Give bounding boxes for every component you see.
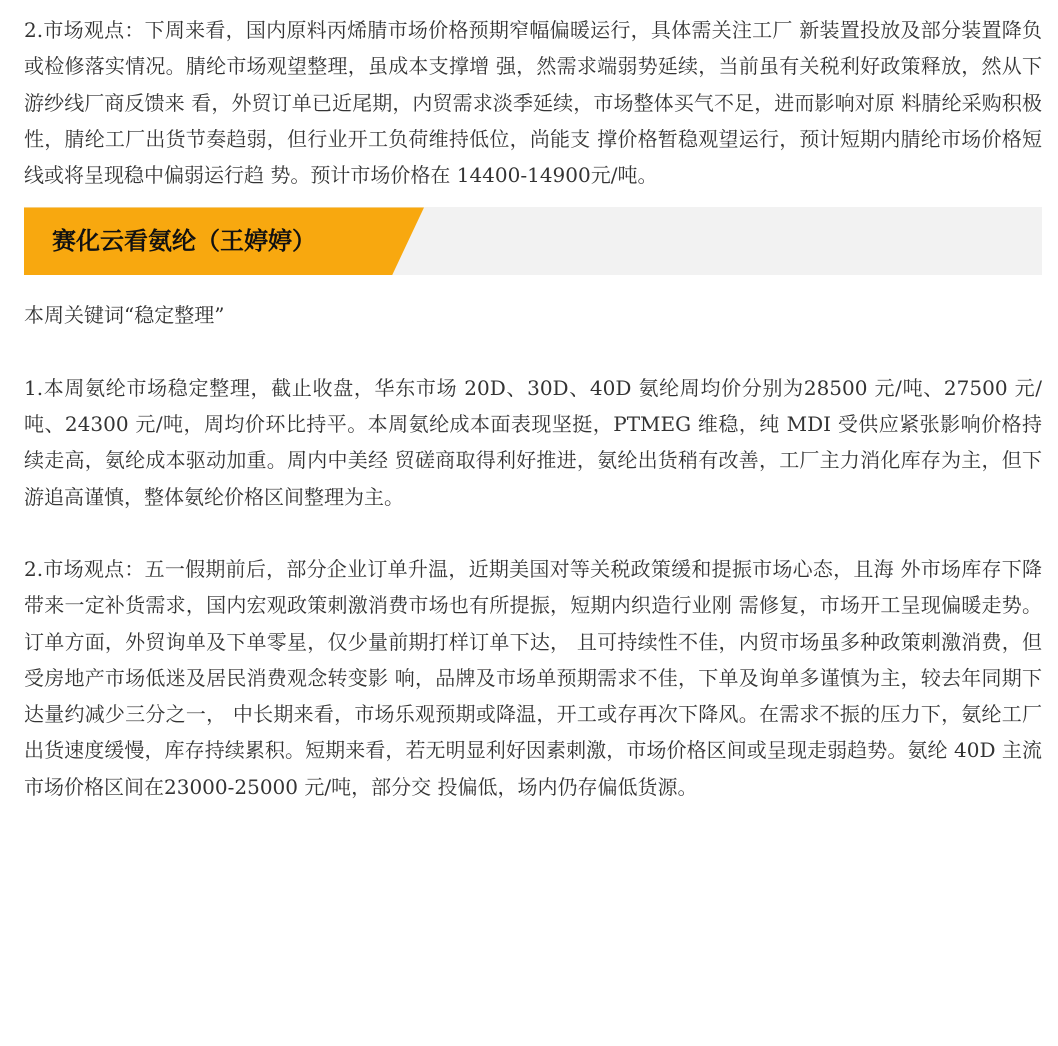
article-body (24, 12, 1042, 805)
section-header (24, 207, 1042, 275)
acrylic-outlook-paragraph: 2.市场观点：下周来看，国内原料丙烯腈市场价格预期窄幅偏暖运行，具体需关注工厂 新装置投放及部分装置降负或检修落实情况。腈纶市场观望整理，虽成本支撑增 强，然需求端弱势延续，当前虽有关税利好政策释放，然从下游纱线厂商反馈来 看，外贸订单已近尾期，内贸需求淡季延续，市场整体买气不足，进而影响对原 料腈纶采购积极性，腈纶工厂出货节奏趋弱，但行业开工负荷维持低位，尚能支 撑价格暂稳观望运行，预计短期内腈纶市场价格短线或将呈现稳中偏弱运行趋 势。预计市场价格在 14400-14900元/吨。 (24, 18, 1042, 188)
section-title: 赛化云看氨纶（王婷婷） (52, 227, 316, 256)
spandex-outlook-paragraph: 2.市场观点：五一假期前后，部分企业订单升温，近期美国对等关税政策缓和提振市场心态，且海 外市场库存下降带来一定补货需求，国内宏观政策刺激消费市场也有所提振，短期内织造行业刚 需修复，市场开工呈现偏暖走势。订单方面，外贸询单及下单零星，仅少量前期打样订单下达， 且可持续性不佳，内贸市场虽多种政策刺激消费，但受房地产市场低迷及居民消费观念转变影 响，品牌及市场单预期需求不佳，下单及询单多谨慎为主，较去年同期下达量约减少三分之一， 中长期来看，市场乐观预期或降温，开工或存再次下降风。在需求不振的压力下，氨纶工厂出货速度缓慢，库存持续累积。短期来看，若无明显利好因素刺激，市场价格区间或呈现走弱趋势。氨纶 40D 主流市场价格区间在23000-25000 元/吨，部分交 投偏低，场内仍存偏低货源。 (24, 556, 1042, 799)
spandex-market-paragraph: 1.本周氨纶市场稳定整理，截止收盘，华东市场 20D、30D、40D 氨纶周均价分别为28500 元/吨、27500 元/吨、24300 元/吨，周均价环比持平。本周氨纶成本面表现坚挺，PTMEG 维稳，纯 MDI 受供应紧张影响价格持续走高，氨纶成本驱动加重。周内中美经 贸磋商取得利好推进，氨纶出货稍有改善，工厂主力消化库存为主，但下游追高谨慎，整体氨纶价格区间整理为主。 (24, 375, 1042, 509)
weekly-keyword: 本周关键词“稳定整理” (24, 303, 225, 328)
